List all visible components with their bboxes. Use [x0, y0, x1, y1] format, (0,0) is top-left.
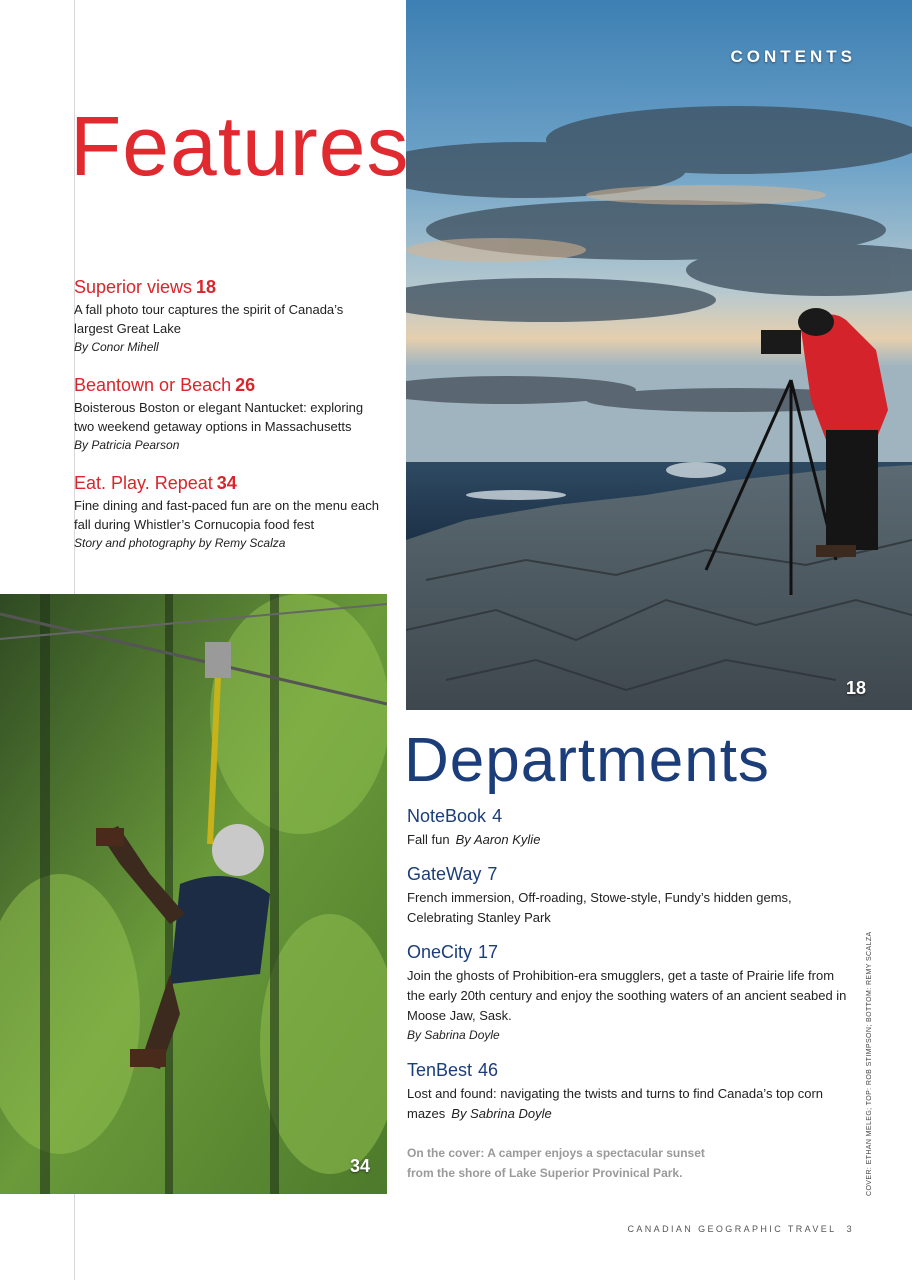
- department-title[interactable]: OneCity 17: [407, 942, 499, 962]
- feature-title[interactable]: Eat. Play. Repeat 34: [74, 473, 237, 493]
- department-page-number: 46: [478, 1060, 499, 1080]
- photo-page-ref-bottom: 34: [350, 1156, 371, 1176]
- cover-note: [407, 1143, 737, 1183]
- photographer-shore-photo: [406, 0, 912, 710]
- department-item[interactable]: [407, 1059, 847, 1124]
- page-number: 3: [846, 1224, 854, 1234]
- feature-byline: By Patricia Pearson: [74, 438, 180, 452]
- department-byline: By Sabrina Doyle: [407, 1028, 500, 1042]
- department-description: French immersion, Off-roading, Stowe-style, Fundy’s hidden gems, Celebrating Stanley Park: [407, 890, 792, 925]
- features-heading: Features: [70, 99, 410, 193]
- department-byline: By Aaron Kylie: [455, 832, 541, 847]
- cover-note-line: from the shore of Lake Superior Provinical Park.: [407, 1166, 683, 1180]
- page-footer: [627, 1224, 854, 1234]
- department-description: Join the ghosts of Prohibition-era smugglers, get a taste of Prairie life from the early 20th century and enjoy the soothing waters of an ancient seabed in Moose Jaw, Sask.: [407, 968, 847, 1023]
- feature-description: Fine dining and fast-paced fun are on the menu each fall during Whistler’s Cornucopia food fest: [74, 498, 379, 532]
- feature-page-number: 34: [216, 473, 237, 493]
- feature-byline: By Conor Mihell: [74, 340, 159, 354]
- department-byline: By Sabrina Doyle: [451, 1106, 552, 1121]
- department-title[interactable]: NoteBook 4: [407, 806, 503, 826]
- department-description: Fall fun By Aaron Kylie: [407, 832, 541, 847]
- feature-description: A fall photo tour captures the spirit of Canada’s largest Great Lake: [74, 302, 344, 336]
- department-description: Lost and found: navigating the twists and turns to find Canada’s top corn mazes By Sabrina Doyle: [407, 1086, 824, 1121]
- feature-item[interactable]: [74, 472, 384, 552]
- department-title[interactable]: TenBest 46: [407, 1060, 499, 1080]
- departments-heading: Departments: [404, 726, 770, 795]
- department-page-number: 17: [478, 942, 499, 962]
- zipline-photo: [0, 594, 387, 1194]
- department-item[interactable]: [407, 805, 847, 850]
- cover-note-line: On the cover: A camper enjoys a spectacular sunset: [407, 1146, 705, 1160]
- feature-title[interactable]: Superior views 18: [74, 277, 217, 297]
- feature-title[interactable]: Beantown or Beach 26: [74, 375, 256, 395]
- photo-credit: COVER: ETHAN MELEG; TOP: ROB STIMPSON; BOTTOM: REMY SCALZA: [866, 931, 873, 1196]
- department-title[interactable]: GateWay 7: [407, 864, 498, 884]
- feature-item[interactable]: [74, 276, 384, 356]
- department-item[interactable]: [407, 941, 847, 1045]
- publication-name: CANADIAN GEOGRAPHIC TRAVEL: [627, 1224, 837, 1234]
- feature-page-number: 26: [235, 375, 256, 395]
- department-item[interactable]: [407, 863, 847, 928]
- feature-byline: Story and photography by Remy Scalza: [74, 536, 286, 550]
- feature-description: Boisterous Boston or elegant Nantucket: exploring two weekend getaway options in Massachusetts: [74, 400, 364, 434]
- department-page-number: 4: [492, 806, 503, 826]
- feature-item[interactable]: [74, 374, 384, 454]
- department-page-number: 7: [487, 864, 498, 884]
- photo-page-ref-top: 18: [845, 678, 866, 698]
- contents-label: CONTENTS: [730, 47, 856, 66]
- feature-page-number: 18: [196, 277, 217, 297]
